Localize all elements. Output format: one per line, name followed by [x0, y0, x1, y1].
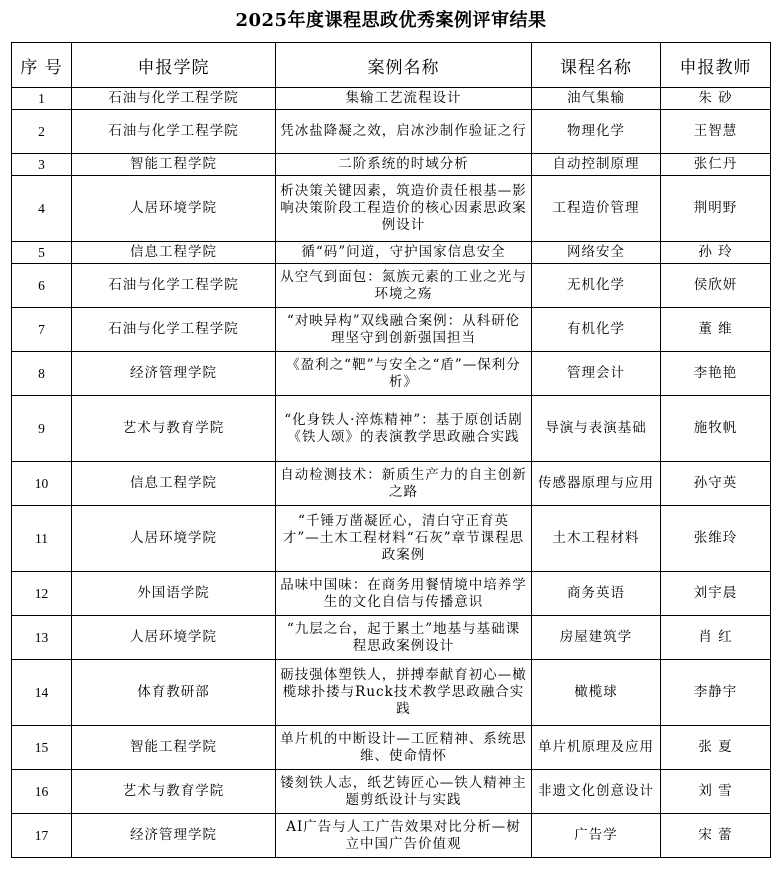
row-number: 1: [12, 88, 72, 110]
row-college: 人居环境学院: [72, 506, 276, 572]
row-case-name: AI广告与人工广告效果对比分析—树立中国广告价值观: [276, 814, 532, 858]
row-number: 3: [12, 154, 72, 176]
row-teacher: 李艳艳: [661, 352, 771, 396]
row-number: 8: [12, 352, 72, 396]
row-college: 外国语学院: [72, 572, 276, 616]
row-case-name: 单片机的中断设计—工匠精神、系统思维、使命情怀: [276, 726, 532, 770]
row-number: 17: [12, 814, 72, 858]
row-course-name: 网络安全: [532, 242, 661, 264]
row-teacher: 张仁丹: [661, 154, 771, 176]
row-case-name: 集输工艺流程设计: [276, 88, 532, 110]
row-course-name: 商务英语: [532, 572, 661, 616]
row-course-name: 无机化学: [532, 264, 661, 308]
row-number: 16: [12, 770, 72, 814]
table-row: [12, 264, 771, 308]
row-case-name: 自动检测技术：新质生产力的自主创新之路: [276, 462, 532, 506]
row-teacher: 宋 蕾: [661, 814, 771, 858]
row-teacher: 朱 砂: [661, 88, 771, 110]
row-course-name: 传感器原理与应用: [532, 462, 661, 506]
row-case-name: 循“码”问道，守护国家信息安全: [276, 242, 532, 264]
row-number: 6: [12, 264, 72, 308]
row-teacher: 李静宇: [661, 660, 771, 726]
row-college: 体育教研部: [72, 660, 276, 726]
header-college: 申报学院: [72, 43, 276, 88]
row-teacher: 董 维: [661, 308, 771, 352]
table-row: [12, 352, 771, 396]
row-number: 14: [12, 660, 72, 726]
table-row: [12, 814, 771, 858]
table-row: [12, 110, 771, 154]
table-row: [12, 308, 771, 352]
row-course-name: 非遗文化创意设计: [532, 770, 661, 814]
row-teacher: 孙 玲: [661, 242, 771, 264]
row-number: 2: [12, 110, 72, 154]
row-course-name: 导演与表演基础: [532, 396, 661, 462]
row-course-name: 房屋建筑学: [532, 616, 661, 660]
page-title: 2025年度课程思政优秀案例评审结果: [235, 10, 547, 31]
row-teacher: 张 夏: [661, 726, 771, 770]
results-table: [11, 42, 771, 858]
header-number: 序 号: [12, 43, 72, 88]
row-case-name: 凭冰盐降凝之效，启冰沙制作验证之行: [276, 110, 532, 154]
header-case-name: 案例名称: [276, 43, 532, 88]
row-teacher: 王智慧: [661, 110, 771, 154]
row-case-name: “千锤万凿凝匠心，清白守正育英才”—土木工程材料“石灰”章节课程思政案例: [276, 506, 532, 572]
row-case-name: 二阶系统的时域分析: [276, 154, 532, 176]
row-case-name: “对映异构”双线融合案例：从科研伦理坚守到创新强国担当: [276, 308, 532, 352]
row-course-name: 橄榄球: [532, 660, 661, 726]
table-row: [12, 396, 771, 462]
row-course-name: 物理化学: [532, 110, 661, 154]
row-course-name: 油气集输: [532, 88, 661, 110]
row-course-name: 单片机原理及应用: [532, 726, 661, 770]
header-course-name: 课程名称: [532, 43, 661, 88]
row-college: 石油与化学工程学院: [72, 308, 276, 352]
row-college: 经济管理学院: [72, 352, 276, 396]
table-header-row: [12, 43, 771, 88]
table-row: [12, 154, 771, 176]
table-row: [12, 616, 771, 660]
row-college: 艺术与教育学院: [72, 770, 276, 814]
row-number: 10: [12, 462, 72, 506]
row-teacher: 肖 红: [661, 616, 771, 660]
row-teacher: 施牧帆: [661, 396, 771, 462]
table-row: [12, 506, 771, 572]
table-row: [12, 176, 771, 242]
row-case-name: “九层之台，起于累土”地基与基础课程思政案例设计: [276, 616, 532, 660]
row-teacher: 刘 雪: [661, 770, 771, 814]
row-number: 13: [12, 616, 72, 660]
row-course-name: 自动控制原理: [532, 154, 661, 176]
row-case-name: 从空气到面包：氮族元素的工业之光与环境之殇: [276, 264, 532, 308]
row-college: 经济管理学院: [72, 814, 276, 858]
row-course-name: 管理会计: [532, 352, 661, 396]
row-college: 石油与化学工程学院: [72, 110, 276, 154]
row-number: 11: [12, 506, 72, 572]
row-case-name: 《盈利之“靶”与安全之“盾”—保利分析》: [276, 352, 532, 396]
row-number: 9: [12, 396, 72, 462]
table-row: [12, 770, 771, 814]
row-college: 艺术与教育学院: [72, 396, 276, 462]
row-college: 石油与化学工程学院: [72, 264, 276, 308]
row-course-name: 有机化学: [532, 308, 661, 352]
row-case-name: 品味中国味：在商务用餐情境中培养学生的文化自信与传播意识: [276, 572, 532, 616]
row-course-name: 工程造价管理: [532, 176, 661, 242]
row-teacher: 荆明野: [661, 176, 771, 242]
table-row: [12, 660, 771, 726]
header-teacher: 申报教师: [661, 43, 771, 88]
table-row: [12, 88, 771, 110]
row-case-name: “化身铁人·淬炼精神”：基于原创话剧《铁人颂》的表演教学思政融合实践: [276, 396, 532, 462]
row-college: 智能工程学院: [72, 726, 276, 770]
row-college: 人居环境学院: [72, 176, 276, 242]
row-college: 人居环境学院: [72, 616, 276, 660]
row-number: 4: [12, 176, 72, 242]
row-number: 15: [12, 726, 72, 770]
row-teacher: 张维玲: [661, 506, 771, 572]
row-case-name: 镂刻铁人志，纸艺铸匠心—铁人精神主题剪纸设计与实践: [276, 770, 532, 814]
table-row: [12, 462, 771, 506]
table-row: [12, 242, 771, 264]
row-case-name: 砺技强体塑铁人，拼搏奉献育初心—橄榄球扑搂与Ruck技术教学思政融合实践: [276, 660, 532, 726]
row-college: 信息工程学院: [72, 242, 276, 264]
table-row: [12, 726, 771, 770]
row-number: 12: [12, 572, 72, 616]
row-teacher: 侯欣妍: [661, 264, 771, 308]
row-college: 石油与化学工程学院: [72, 88, 276, 110]
row-college: 智能工程学院: [72, 154, 276, 176]
row-course-name: 广告学: [532, 814, 661, 858]
row-college: 信息工程学院: [72, 462, 276, 506]
row-number: 5: [12, 242, 72, 264]
table-row: [12, 572, 771, 616]
row-course-name: 土木工程材料: [532, 506, 661, 572]
row-case-name: 析决策关键因素，筑造价责任根基—影响决策阶段工程造价的核心因素思政案例设计: [276, 176, 532, 242]
row-teacher: 刘宇晨: [661, 572, 771, 616]
row-teacher: 孙守英: [661, 462, 771, 506]
row-number: 7: [12, 308, 72, 352]
